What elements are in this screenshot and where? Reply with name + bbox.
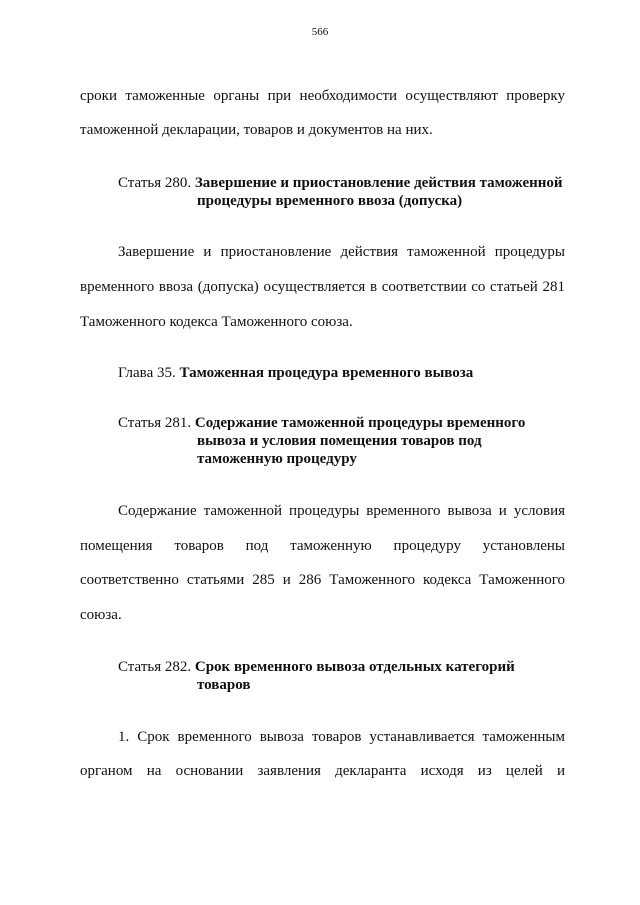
article-282-title: Срок временного вывоза отдельных категорий — [194, 659, 515, 675]
paragraph-line: сроки таможенные органы при необходимости осуществляют проверку — [80, 88, 565, 104]
article-280-title-cont: процедуры временного ввоза (допуска) — [197, 193, 463, 209]
article-280-label: Статья 280. — [118, 175, 192, 191]
paragraph-line: Содержание таможенной процедуры временного вывоза и условия — [118, 503, 565, 519]
article-282-label: Статья 282. — [118, 659, 192, 675]
paragraph-line: союза. — [80, 607, 122, 623]
article-280-heading — [118, 174, 563, 192]
chapter-35-title: Таможенная процедура временного вывоза — [179, 365, 474, 381]
article-281-heading — [118, 414, 525, 432]
chapter-35-label: Глава 35. — [118, 365, 176, 381]
paragraph-line: 1. Срок временного вывоза товаров устанавливается таможенным — [118, 729, 565, 745]
paragraph-line: Завершение и приостановление действия таможенной процедуры — [118, 244, 565, 260]
article-281-label: Статья 281. — [118, 415, 192, 431]
page-number: 566 — [311, 26, 329, 38]
article-282-title-cont: товаров — [197, 677, 251, 693]
paragraph-line: Таможенного кодекса Таможенного союза. — [80, 314, 353, 330]
article-281-title: Содержание таможенной процедуры временного — [194, 415, 526, 431]
paragraph-line: временного ввоза (допуска) осуществляется в соответствии со статьей 281 — [80, 279, 565, 295]
article-282-heading — [118, 658, 515, 676]
chapter-35-heading — [118, 364, 473, 382]
paragraph-line: таможенной декларации, товаров и документов на них. — [80, 122, 433, 138]
article-281-title-cont: таможенную процедуру — [197, 451, 357, 467]
article-281-title-cont: вывоза и условия помещения товаров под — [197, 433, 482, 449]
paragraph-line: органом на основании заявления декларанта исходя из целей и — [80, 763, 565, 779]
article-280-title: Завершение и приостановление действия таможенной — [194, 175, 563, 191]
paragraph-line: помещения товаров под таможенную процедуру установлены — [80, 538, 565, 554]
paragraph-line: соответственно статьями 285 и 286 Таможенного кодекса Таможенного — [80, 572, 565, 588]
